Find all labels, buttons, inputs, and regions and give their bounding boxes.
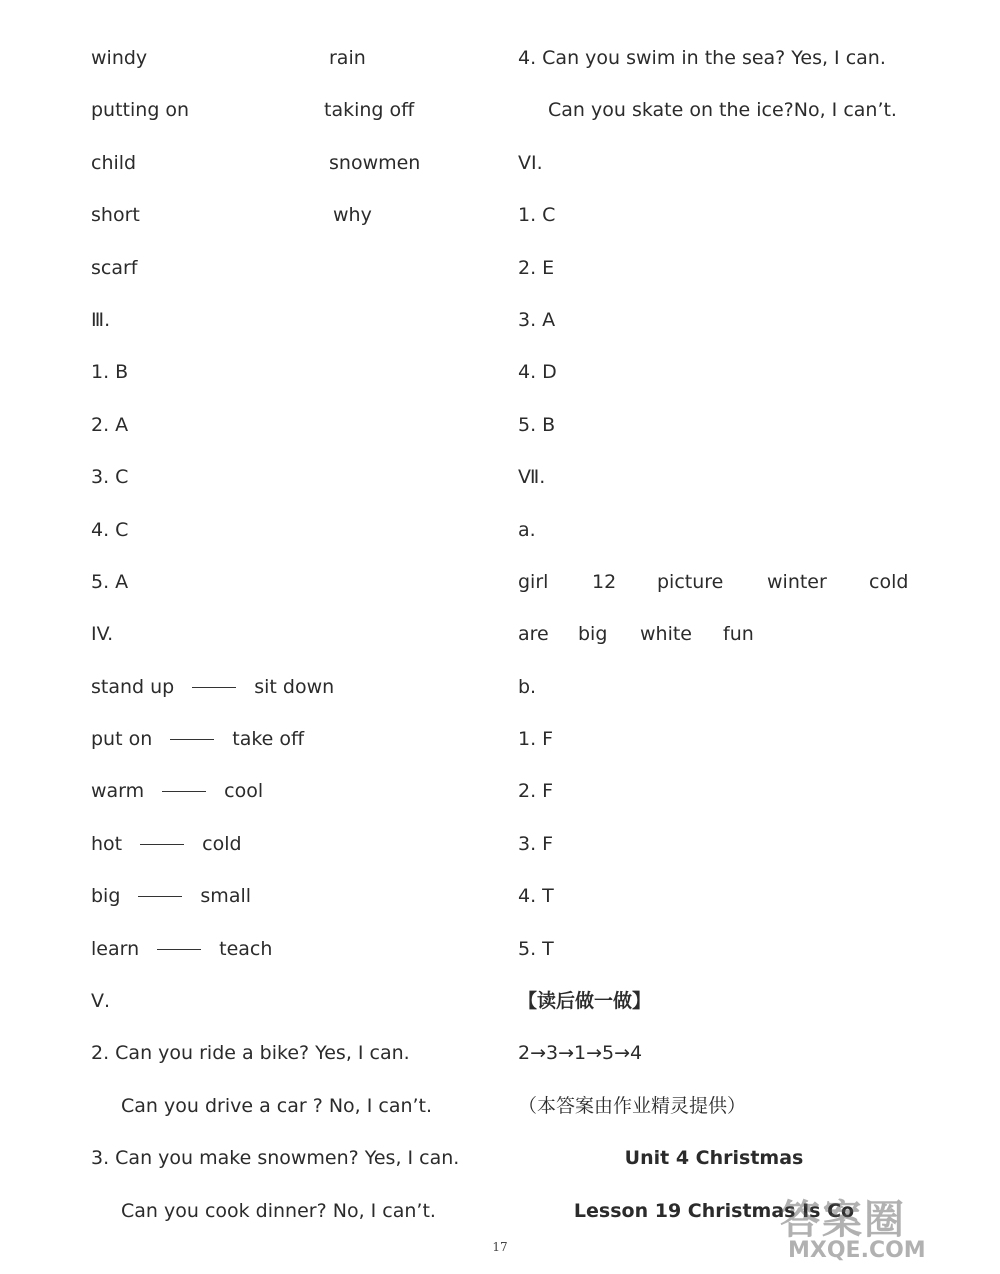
vocab-word: scarf — [91, 256, 138, 279]
answer-sentence: 4. Can you swim in the sea? Yes, I can. — [518, 47, 886, 69]
opposite-pair — [91, 923, 491, 975]
answer-line: 4. T — [518, 885, 554, 908]
answer-line: 1. F — [518, 728, 554, 751]
answer-line: 3. C — [91, 466, 129, 489]
answer-line: 2. A — [91, 413, 129, 436]
dash-separator — [170, 739, 214, 740]
answer-line: 3. F — [518, 832, 554, 855]
vocab-word: putting on — [91, 99, 190, 122]
dash-separator — [157, 949, 201, 950]
part-label: a. — [518, 518, 536, 541]
answer-sentence: Can you cook dinner? No, I can’t. — [121, 1199, 436, 1222]
answer-sentence: 3. Can you make snowmen? Yes, I can. — [91, 1147, 460, 1170]
provided-by-note: （本答案由作业精灵提供） — [518, 1094, 747, 1117]
opposite-pair — [91, 661, 491, 713]
pair-word: put on — [91, 728, 153, 751]
page-number: 17 — [492, 1240, 508, 1254]
watermark-logo — [760, 1188, 990, 1268]
vocab-row — [91, 84, 491, 136]
answer-word: fun — [723, 623, 754, 646]
vocab-row — [91, 32, 491, 84]
dash-separator — [162, 791, 206, 792]
word-row — [518, 556, 918, 608]
watermark-url: MXQE.COM — [788, 1238, 926, 1263]
answer-line: 3. A — [518, 308, 556, 331]
answer-word: cold — [869, 570, 909, 593]
pair-word: warm — [91, 780, 145, 803]
pair-word: hot — [91, 832, 123, 855]
section-heading: VI. — [518, 151, 543, 174]
vocab-word: short — [91, 204, 140, 227]
answer-word: girl — [518, 570, 549, 593]
vocab-word: child — [91, 151, 137, 174]
right-column — [518, 32, 918, 1237]
vocab-word: windy — [91, 47, 148, 69]
opposite-pair — [91, 713, 491, 765]
section-heading-after-reading: 【读后做一做】 — [518, 990, 652, 1013]
pair-word: sit down — [254, 675, 335, 698]
part-label: b. — [518, 675, 537, 698]
section-heading: IV. — [91, 623, 114, 646]
pair-word: small — [200, 885, 252, 908]
pair-word: cold — [202, 832, 242, 855]
answer-line: 4. D — [518, 361, 557, 384]
answer-line: 2. E — [518, 256, 555, 279]
opposite-pair — [91, 818, 491, 870]
answer-word: winter — [767, 570, 827, 593]
pair-word: learn — [91, 937, 140, 960]
pair-word: big — [91, 885, 121, 908]
opposite-pair — [91, 870, 491, 922]
vocab-row — [91, 242, 491, 294]
answer-word: are — [518, 623, 549, 646]
answer-sentence: Can you drive a car ? No, I can’t. — [121, 1094, 433, 1117]
unit-title: Unit 4 Christmas — [624, 1147, 804, 1170]
left-column — [91, 32, 491, 1237]
answer-word: picture — [657, 570, 724, 593]
answer-line: 5. T — [518, 937, 554, 960]
section-heading: Ⅶ. — [518, 466, 546, 489]
answer-sentence: Can you skate on the ice?No, I can’t. — [548, 99, 897, 122]
pair-word: stand up — [91, 675, 175, 698]
dash-separator — [192, 687, 236, 688]
opposite-pair — [91, 765, 491, 817]
pair-word: take off — [232, 728, 305, 751]
answer-line: 5. B — [518, 413, 556, 436]
section-heading: Ⅴ. — [91, 990, 111, 1013]
watermark-logo-text: 答案圈 — [780, 1197, 906, 1243]
word-row — [518, 608, 918, 660]
answer-line: 1. B — [91, 361, 129, 384]
pair-word: teach — [219, 937, 273, 960]
answer-line: 2. F — [518, 780, 554, 803]
sequence-answer: 2→3→1→5→4 — [518, 1042, 643, 1065]
answer-word: 12 — [592, 570, 617, 593]
vocab-word: rain — [329, 47, 366, 69]
answer-line: 4. C — [91, 518, 129, 541]
lesson-title: Lesson 19 Christmas Is Co — [573, 1199, 855, 1222]
answer-word: big — [578, 623, 608, 646]
vocab-word: snowmen — [329, 151, 421, 174]
vocab-row — [91, 189, 491, 241]
answer-line: 1. C — [518, 204, 556, 227]
answer-word: white — [640, 623, 692, 646]
vocab-word: why — [333, 204, 372, 227]
answer-sentence: 2. Can you ride a bike? Yes, I can. — [91, 1042, 410, 1065]
vocab-row — [91, 137, 491, 189]
dash-separator — [138, 896, 182, 897]
vocab-word: taking off — [324, 99, 415, 122]
pair-word: cool — [224, 780, 264, 803]
section-heading: Ⅲ. — [91, 308, 111, 331]
dash-separator — [140, 844, 184, 845]
answer-line: 5. A — [91, 570, 129, 593]
